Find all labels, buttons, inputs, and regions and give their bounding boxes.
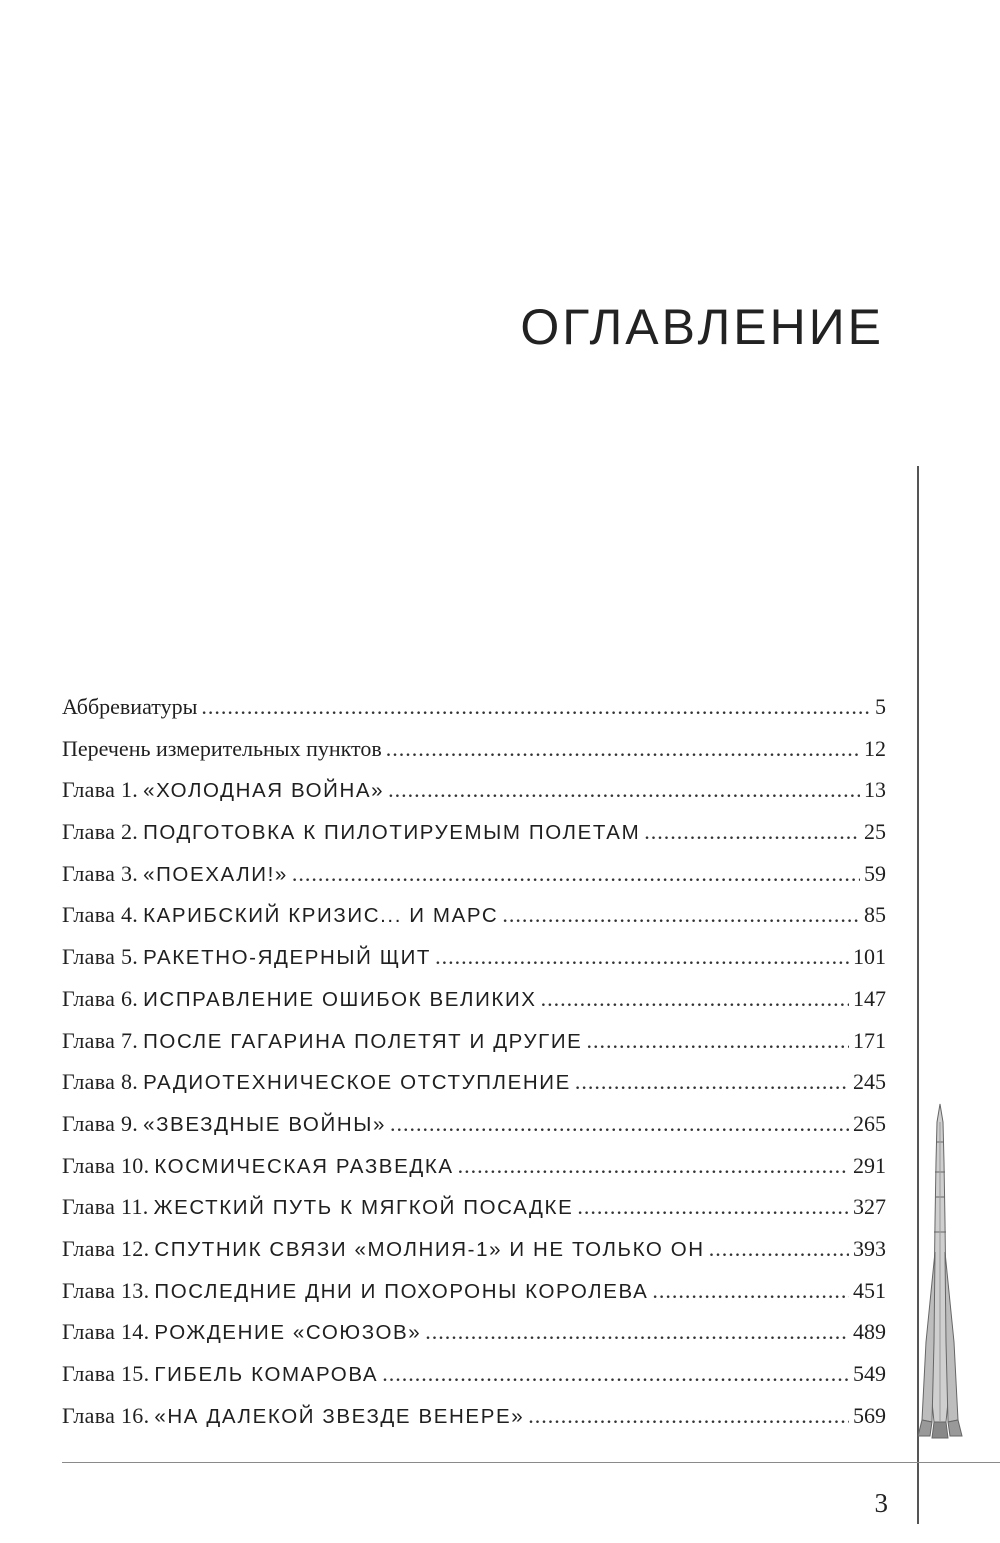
chapter-number: Глава 7.: [62, 1027, 139, 1053]
toc-page-number: 291: [853, 1152, 886, 1178]
chapter-title: ГИБЕЛЬ КОМАРОВА: [154, 1363, 379, 1386]
toc-page-number: 549: [853, 1361, 886, 1386]
toc-entry[interactable]: [62, 1361, 886, 1403]
chapter-number: Глава 1.: [62, 777, 139, 803]
dot-leader: [502, 902, 860, 928]
toc-entry[interactable]: [62, 777, 886, 819]
toc-entry-title: [62, 944, 431, 970]
chapter-number: Глава 3.: [62, 860, 139, 886]
toc-entry-title: [62, 1194, 573, 1220]
toc-entry[interactable]: [62, 1278, 886, 1320]
toc-entry-title: Перечень измерительных пунктов: [62, 735, 382, 761]
table-of-contents: [62, 694, 886, 1444]
chapter-title: ЖЕСТКИЙ ПУТЬ К МЯГКОЙ ПОСАДКЕ: [153, 1196, 574, 1220]
toc-entry-title: [62, 777, 384, 803]
dot-leader: [528, 1403, 849, 1429]
chapter-number: Глава 4.: [62, 902, 139, 928]
toc-entry[interactable]: [62, 1319, 886, 1361]
toc-entry-title: [62, 1319, 421, 1345]
toc-page-number: 451: [853, 1277, 886, 1303]
chapter-number: Глава 12.: [62, 1235, 150, 1261]
toc-page-number: 25: [864, 819, 886, 845]
chapter-title: «НА ДАЛЕКОЙ ЗВЕЗДЕ ВЕНЕРЕ»: [154, 1404, 525, 1428]
dot-leader: [292, 861, 860, 887]
chapter-number: Глава 16.: [62, 1402, 150, 1428]
toc-entry[interactable]: [62, 1403, 886, 1445]
chapter-title: СПУТНИК СВЯЗИ «МОЛНИЯ-1» И НЕ ТОЛЬКО ОН: [154, 1237, 705, 1261]
toc-entry[interactable]: [62, 1111, 886, 1153]
chapter-title: «ПОЕХАЛИ!»: [143, 862, 288, 886]
dot-leader: [201, 694, 871, 720]
chapter-title: ПОСЛЕ ГАГАРИНА ПОЛЕТЯТ И ДРУГИЕ: [143, 1029, 583, 1053]
dot-leader: [382, 1361, 849, 1387]
toc-page-number: 13: [864, 777, 886, 803]
toc-entry-title: [62, 1111, 386, 1137]
dot-leader: [435, 944, 849, 970]
horizontal-rule: [62, 1462, 1000, 1463]
chapter-number: Глава 13.: [62, 1277, 150, 1303]
chapter-number: Глава 11.: [62, 1194, 149, 1220]
dot-leader: [586, 1028, 849, 1054]
toc-entry[interactable]: [62, 902, 886, 944]
toc-entry[interactable]: [62, 1236, 886, 1278]
chapter-number: Глава 5.: [62, 944, 139, 970]
chapter-title: ПОСЛЕДНИЕ ДНИ И ПОХОРОНЫ КОРОЛЕВА: [154, 1279, 649, 1303]
toc-page-number: 59: [864, 860, 886, 886]
toc-entry-title: Аббревиатуры: [62, 694, 198, 719]
toc-page-number: 327: [853, 1194, 886, 1220]
dot-leader: [652, 1278, 849, 1304]
chapter-number: Глава 9.: [62, 1110, 139, 1136]
page-title: ОГЛАВЛЕНИЕ: [520, 299, 884, 355]
toc-entry[interactable]: [62, 1153, 886, 1195]
chapter-title: РАДИОТЕХНИЧЕСКОЕ ОТСТУПЛЕНИЕ: [143, 1071, 571, 1095]
chapter-title: «ЗВЕЗДНЫЕ ВОЙНЫ»: [143, 1112, 386, 1136]
toc-page-number: 101: [853, 944, 886, 970]
toc-entry[interactable]: [62, 694, 886, 736]
chapter-title: РАКЕТНО-ЯДЕРНЫЙ ЩИТ: [143, 946, 432, 970]
toc-entry-title: [62, 861, 288, 887]
toc-entry[interactable]: [62, 819, 886, 861]
toc-page-number: 569: [853, 1402, 886, 1428]
chapter-title: КОСМИЧЕСКАЯ РАЗВЕДКА: [154, 1154, 454, 1178]
toc-entry-title: [62, 819, 640, 845]
chapter-title: «ХОЛОДНАЯ ВОЙНА»: [143, 779, 385, 803]
toc-entry-title: [62, 1153, 454, 1179]
chapter-number: Глава 15.: [62, 1361, 150, 1386]
chapter-title: РОЖДЕНИЕ «СОЮЗОВ»: [154, 1321, 422, 1345]
chapter-number: Глава 8.: [62, 1069, 139, 1095]
rocket-icon: [910, 1102, 970, 1442]
toc-entry[interactable]: [62, 1028, 886, 1070]
chapter-title: ПОДГОТОВКА К ПИЛОТИРУЕМЫМ ПОЛЕТАМ: [143, 821, 641, 845]
chapter-title: ИСПРАВЛЕНИЕ ОШИБОК ВЕЛИКИХ: [143, 987, 537, 1011]
page-number: 3: [874, 1488, 888, 1518]
chapter-number: Глава 6.: [62, 985, 139, 1011]
toc-page-number: 489: [853, 1319, 886, 1345]
chapter-number: Глава 14.: [62, 1319, 150, 1345]
toc-page-number: 393: [853, 1235, 886, 1261]
toc-page-number: 171: [853, 1027, 886, 1053]
toc-entry-title: [62, 1028, 582, 1054]
toc-entry[interactable]: [62, 1194, 886, 1236]
toc-page-number: 12: [864, 735, 886, 761]
toc-page-number: 265: [853, 1110, 886, 1136]
chapter-number: Глава 10.: [62, 1152, 150, 1178]
toc-entry-title: [62, 902, 498, 928]
dot-leader: [541, 986, 849, 1012]
toc-entry[interactable]: [62, 736, 886, 778]
toc-entry-title: [62, 1278, 648, 1304]
dot-leader: [577, 1194, 849, 1220]
toc-entry-title: [62, 1236, 705, 1262]
toc-entry[interactable]: [62, 1069, 886, 1111]
toc-page-number: 147: [853, 985, 886, 1011]
dot-leader: [575, 1069, 849, 1095]
toc-entry-title: [62, 1069, 571, 1095]
dot-leader: [425, 1319, 849, 1345]
dot-leader: [709, 1236, 849, 1262]
dot-leader: [644, 819, 860, 845]
toc-page-number: 5: [875, 694, 886, 719]
dot-leader: [390, 1111, 849, 1137]
toc-page-number: 85: [864, 902, 886, 928]
toc-entry-title: [62, 1361, 378, 1387]
toc-entry[interactable]: [62, 986, 886, 1028]
dot-leader: [388, 777, 860, 803]
toc-entry[interactable]: [62, 944, 886, 986]
toc-entry-title: [62, 986, 537, 1012]
toc-entry[interactable]: [62, 861, 886, 903]
toc-entry-title: [62, 1403, 524, 1429]
dot-leader: [386, 736, 860, 762]
chapter-title: КАРИБСКИЙ КРИЗИС... И МАРС: [143, 904, 499, 928]
dot-leader: [458, 1153, 849, 1179]
chapter-number: Глава 2.: [62, 819, 139, 845]
toc-page-number: 245: [853, 1069, 886, 1095]
